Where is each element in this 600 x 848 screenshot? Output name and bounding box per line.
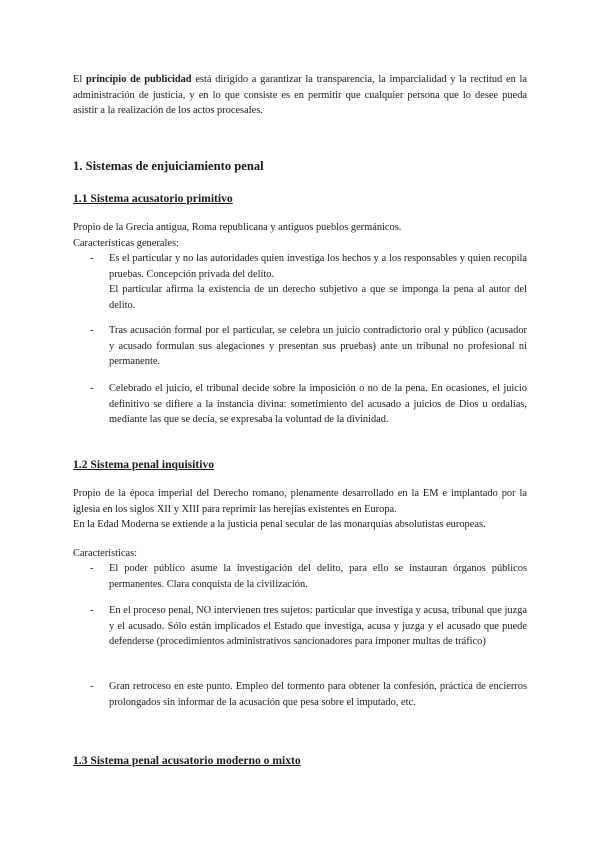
- list-item-text: Gran retroceso en este punto. Empleo del tormento para obtener la confesión, práctica de encierros prolongados sin informar de la acusación que pesa sobre el imputado, etc.: [109, 681, 527, 708]
- section-1-1-heading: 1.1 Sistema acusatorio primitivo: [73, 192, 233, 205]
- s12-paragraph-1: Propio de la época imperial del Derecho romano, plenamente desarrollado en la EM e implantado por la iglesia en los siglos XII y XIII para reprimir las herejías existentes en Europa.: [73, 488, 527, 515]
- s11-paragraph-2: Características generales:: [73, 238, 179, 249]
- list-item-text: El poder público asume la investigación del delito, para ello se instauran órganos públicos permanentes. Clara conquista de la civilización.: [109, 563, 527, 590]
- intro-paragraph: [73, 72, 527, 119]
- section-1-2-heading: 1.2 Sistema penal inquisitivo: [73, 458, 215, 471]
- intro-bold-term: principio de publicidad: [85, 74, 192, 85]
- list-item-text: En el proceso penal, NO intervienen tres sujetos: particular que investiga y acusa, tribunal que juzga y el acusado. Sólo están implicados el Estado que investiga, acusa y juzga y el acusado que puede defenderse (procedimientos administrativos sancionadores para imponer multas de tráfico): [109, 605, 527, 648]
- intro-pre: El: [73, 74, 86, 85]
- dash-bullet: -: [90, 383, 94, 394]
- intro-post: está dirigido a garantizar la transparencia, la imparcialidad y la rectitud en la administración de justicia, y en lo que consiste es en permitir que cualquier persona que lo desee pueda asistir a la realización de los actos procesales.: [73, 74, 527, 117]
- dash-bullet: -: [90, 681, 94, 692]
- s11-paragraph-1: Propio de la Grecia antigua, Roma republicana y antiguos pueblos germánicos.: [73, 222, 402, 233]
- dash-bullet: -: [90, 563, 94, 574]
- dash-bullet: -: [90, 605, 94, 616]
- section-1-heading: 1. Sistemas de enjuiciamiento penal: [73, 159, 264, 173]
- dash-bullet: -: [90, 253, 94, 264]
- list-item-text: Celebrado el juicio, el tribunal decide sobre la imposición o no de la pena. En ocasiones, el juicio definitivo se difiere a la instancia divina: sometimiento del acusado a juicios de Dios u ordalías, mediante las que se decía, se expresaba la voluntad de la divinidad.: [109, 383, 527, 426]
- s12-paragraph-2: En la Edad Moderna se extiende a la justicia penal secular de las monarquías absolutistas europeas.: [73, 519, 486, 530]
- dash-bullet: -: [90, 325, 94, 336]
- list-item-text: Es el particular y no las autoridades quien investiga los hechos y a los responsables y quien recopila pruebas. Concepción privada del delito.: [109, 253, 527, 280]
- list-item-text: Tras acusación formal por el particular, se celebra un juicio contradictorio oral y público (acusador y acusado formulan sus alegaciones y presentan sus pruebas) ante un tribunal no profesional ni permanente.: [109, 325, 527, 368]
- list-item-text: El particular afirma la existencia de un derecho subjetivo a que se imponga la pena al autor del delito.: [109, 284, 527, 311]
- s12-paragraph-3: Características:: [73, 548, 138, 559]
- section-1-3-heading: 1.3 Sistema penal acusatorio moderno o mixto: [73, 754, 301, 767]
